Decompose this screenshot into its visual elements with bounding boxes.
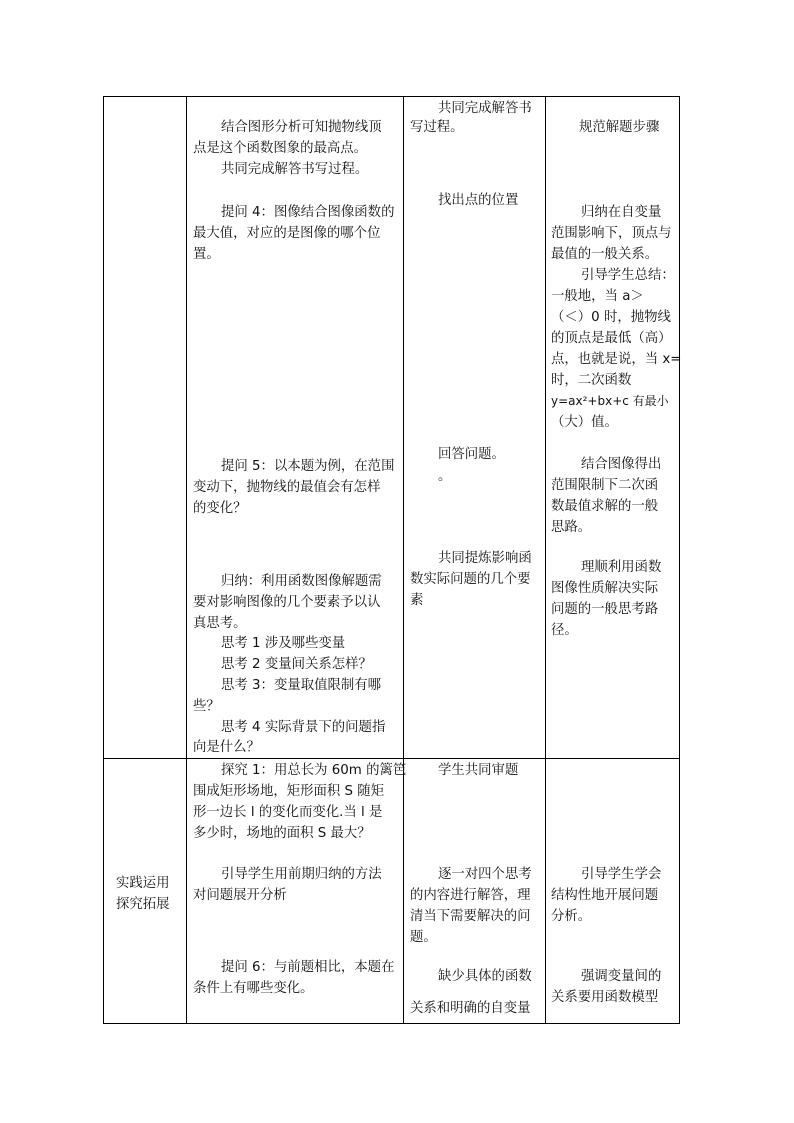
column-divider-3: [545, 96, 546, 1024]
r1c2-line-13: 思考 1 涉及哪些变量: [221, 636, 346, 651]
r1c2-line-4: 提问 4：图像结合图像函数的: [221, 205, 395, 220]
r2c3-line-2: 逐一对四个思考: [438, 867, 532, 882]
r1c3-line-8: 素: [410, 593, 424, 608]
r1c4-line-12: （大）值。: [551, 415, 618, 430]
r2c1-line-1: 实践运用: [116, 876, 170, 891]
r1c4-line-2: 归纳在自变量: [581, 205, 662, 220]
r1c2-line-17: 思考 4 实际背景下的问题指: [221, 720, 386, 735]
r1c3-line-4: 回答问题。: [438, 447, 505, 462]
row-divider: [103, 758, 680, 759]
r2c2-line-4: 多少时，场地的面积 S 最大？: [193, 826, 371, 841]
r1c2-line-12: 真思考。: [193, 616, 247, 631]
r1c3-line-2: 写过程。: [410, 120, 464, 135]
r1c2-line-9: 的变化？: [193, 501, 247, 516]
column-divider-1: [186, 96, 187, 1024]
r1c4-formula: y=ax²+bx+c 有最小: [551, 394, 669, 408]
r1c2-line-6: 置。: [193, 247, 220, 262]
r2c3-line-1: 学生共同审题: [438, 763, 519, 778]
r1c4-line-8: 的顶点是最低（高）: [551, 331, 672, 346]
table-border-bottom: [103, 1023, 680, 1024]
r1c3-line-6: 共同提炼影响函: [438, 551, 532, 566]
r2c4-line-1: 引导学生学会: [581, 867, 662, 882]
r2c2-line-1: 探究 1：用总长为 60m 的篱笆: [221, 763, 407, 778]
r2c2-line-7: 提问 6：与前题相比，本题在: [221, 960, 395, 975]
r1c3-line-1: 共同完成解答书: [438, 101, 532, 116]
r2c4-line-5: 关系要用函数模型: [551, 990, 659, 1005]
table-border-left: [103, 96, 104, 1024]
r1c2-line-16: 些？: [193, 699, 220, 714]
table-border-right: [679, 96, 680, 1024]
r1c4-line-18: 图像性质解决实际: [551, 581, 659, 596]
r1c2-line-3: 共同完成解答书写过程。: [221, 162, 369, 177]
r1c3-line-5: 。: [438, 469, 452, 484]
r1c2-line-8: 变动下，抛物线的最值会有怎样: [193, 480, 381, 495]
column-divider-2: [403, 96, 404, 1024]
r2c1-line-2: 探究拓展: [116, 897, 170, 912]
r2c3-line-6: 缺少具体的函数: [438, 969, 532, 984]
r1c4-line-9: 点，也就是说，当 x=: [551, 352, 682, 367]
r1c2-line-10: 归纳：利用函数图像解题需: [221, 574, 382, 589]
r1c2-line-1: 结合图形分析可知抛物线顶: [221, 120, 382, 135]
r1c4-line-4: 最值的一般关系。: [551, 247, 659, 262]
r1c2-line-14: 思考 2 变量间关系怎样？: [221, 657, 372, 672]
r2c3-line-4: 清当下需要解决的问: [410, 909, 531, 924]
r2c2-line-2: 围成矩形场地，矩形面积 S 随矩: [193, 784, 385, 799]
r1c4-line-15: 数最值求解的一般: [551, 499, 659, 514]
r2c2-line-3: 形一边长 l 的变化而变化.当 l 是: [193, 805, 383, 820]
r1c4-line-13: 结合图像得出: [581, 457, 662, 472]
r1c4-line-1: 规范解题步骤: [579, 120, 660, 135]
r2c3-line-5: 题。: [410, 930, 437, 945]
r2c2-line-8: 条件上有哪些变化。: [193, 981, 314, 996]
lesson-plan-table: [103, 96, 680, 1024]
r1c2-line-2: 点是这个函数图象的最高点。: [193, 141, 368, 156]
r1c2-line-15: 思考 3：变量取值限制有哪: [221, 678, 382, 693]
r1c4-line-7: （＜）0 时，抛物线: [551, 310, 671, 325]
r1c4-line-17: 理顺利用函数: [581, 560, 662, 575]
r1c3-line-7: 数实际问题的几个要: [410, 572, 531, 587]
r1c2-line-18: 向是什么？: [193, 740, 260, 755]
r2c2-line-6: 对问题展开分析: [193, 888, 287, 903]
r2c4-line-2: 结构性地开展问题: [551, 888, 659, 903]
r1c4-line-20: 径。: [551, 623, 578, 638]
r1c2-line-7: 提问 5：以本题为例，在范围: [221, 459, 395, 474]
r1c3-line-3: 找出点的位置: [438, 193, 519, 208]
r1c2-line-5: 最大值，对应的是图像的哪个位: [193, 226, 381, 241]
r1c4-line-10: 时，二次函数: [551, 373, 632, 388]
r2c4-line-4: 强调变量间的: [581, 969, 662, 984]
table-border-top: [103, 96, 680, 97]
r1c4-line-16: 思路。: [551, 520, 592, 535]
r1c4-line-14: 范围限制下二次函: [551, 478, 659, 493]
r2c3-line-7: 关系和明确的自变量: [410, 1001, 531, 1016]
r1c4-line-5: 引导学生总结：: [581, 268, 675, 283]
r2c3-line-3: 的内容进行解答，理: [410, 888, 531, 903]
r2c4-line-3: 分析。: [551, 909, 592, 924]
r1c4-line-19: 问题的一般思考路: [551, 602, 659, 617]
r1c4-line-3: 范围影响下，顶点与: [551, 226, 672, 241]
r2c2-line-5: 引导学生用前期归纳的方法: [221, 867, 382, 882]
r1c4-line-6: 一般地，当 a＞: [551, 289, 644, 304]
r1c2-line-11: 要对影响图像的几个要素予以认: [193, 595, 381, 610]
